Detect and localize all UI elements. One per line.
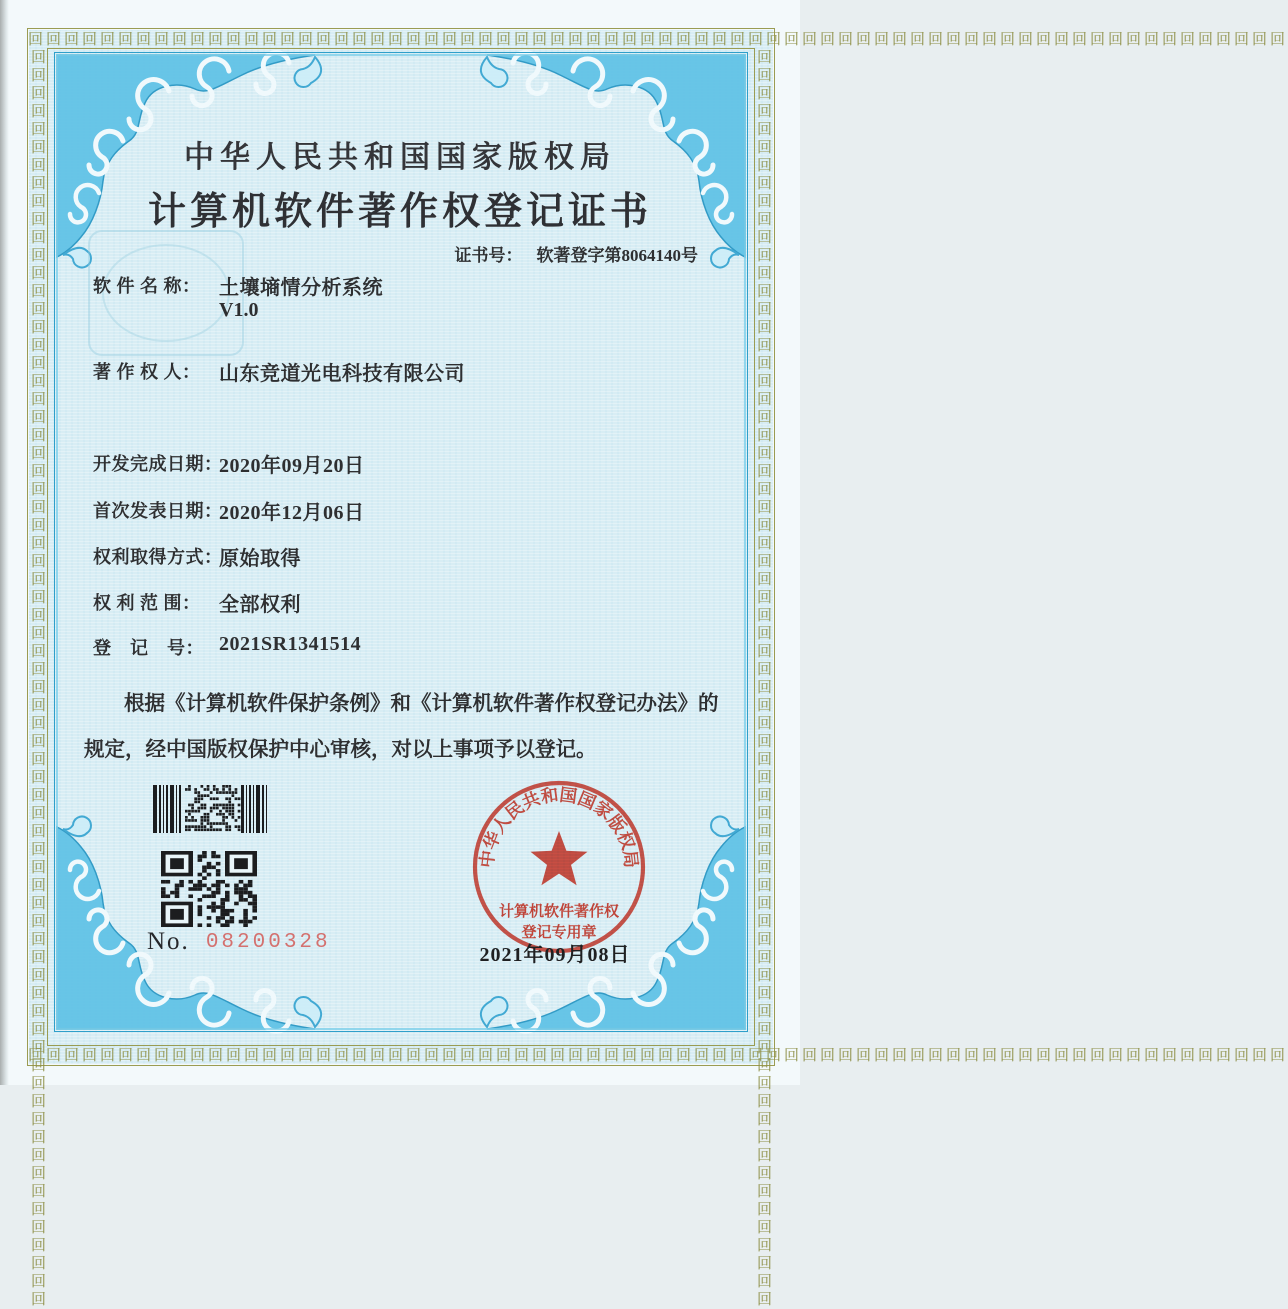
red-star-icon — [531, 831, 588, 885]
statement-line-1: 根据《计算机软件保护条例》和《计算机软件著作权登记办法》的 — [124, 693, 719, 715]
seal-text-line1: 计算机软件著作权 — [498, 904, 620, 920]
serial-prefix: No. — [147, 928, 190, 955]
field-value: 全部权利 — [219, 594, 301, 616]
field-value-version: V1.0 — [219, 299, 259, 321]
qr-code-icon — [161, 851, 257, 927]
barcode-icon — [153, 785, 271, 833]
field-row-dev-complete-date — [93, 450, 365, 477]
certificate-number — [455, 241, 699, 266]
field-value: 2020年09月20日 — [219, 455, 365, 477]
statement-line-2: 规定，经中国版权保护中心审核，对以上事项予以登记。 — [84, 739, 597, 761]
meander-border-right: 回回回回回回回回回回回回回回回回回回回回回回回回回回回回回回回回回回回回回回回回回回回回回回回回回回回回回回回回回回回回回回回回回回回回回回 — [755, 49, 773, 1309]
field-label: 开发完成日期： — [93, 454, 223, 474]
field-label: 著 作 权 人： — [93, 362, 201, 382]
authority-title: 中华人民共和国国家版权局 — [184, 141, 616, 174]
field-row-acquisition-method — [93, 543, 301, 570]
meander-border-left: 回回回回回回回回回回回回回回回回回回回回回回回回回回回回回回回回回回回回回回回回回回回回回回回回回回回回回回回回回回回回回回回回回回回回回回 — [29, 49, 47, 1309]
field-label: 登 记 号： — [93, 638, 204, 658]
field-value: 原始取得 — [219, 548, 301, 570]
meander-border-bottom: 回回回回回回回回回回回回回回回回回回回回回回回回回回回回回回回回回回回回回回回回回回回回回回回回回回回回回回回回回回回回回回回回回回回回回回 — [28, 1046, 1288, 1064]
certificate-title: 计算机软件著作权登记证书 — [147, 191, 652, 233]
field-label: 软 件 名 称： — [93, 276, 201, 296]
seal-ring-text: 中华人民共和国国家版权局 — [476, 784, 642, 869]
issue-date: 2021年09月08日 — [479, 944, 631, 966]
field-row-registration-number — [93, 633, 362, 660]
scan-edge — [0, 0, 9, 1085]
field-label: 首次发表日期： — [93, 501, 223, 521]
field-row-rights-scope — [93, 589, 301, 616]
field-row-copyright-owner — [93, 358, 465, 385]
field-label: 权利取得方式： — [93, 547, 223, 567]
field-row-first-publish-date — [93, 497, 365, 524]
certificate-number-value: 软著登字第8064140号 — [536, 246, 698, 265]
field-value: 2020年12月06日 — [219, 502, 365, 524]
serial-number: 08200328 — [205, 931, 331, 954]
field-value: 山东竞道光电科技有限公司 — [219, 363, 465, 385]
seal-text-line2: 登记专用章 — [521, 925, 597, 941]
field-value: 土壤墒情分析系统 — [219, 277, 383, 299]
certificate-number-label: 证书号： — [454, 246, 523, 265]
field-value: 2021SR1341514 — [219, 633, 362, 655]
field-row-software-name — [93, 272, 383, 321]
meander-border-top: 回回回回回回回回回回回回回回回回回回回回回回回回回回回回回回回回回回回回回回回回回回回回回回回回回回回回回回回回回回回回回回回回回回回回回回 — [28, 30, 1288, 48]
serial-number-line — [147, 928, 331, 956]
field-label: 权 利 范 围： — [93, 593, 201, 613]
